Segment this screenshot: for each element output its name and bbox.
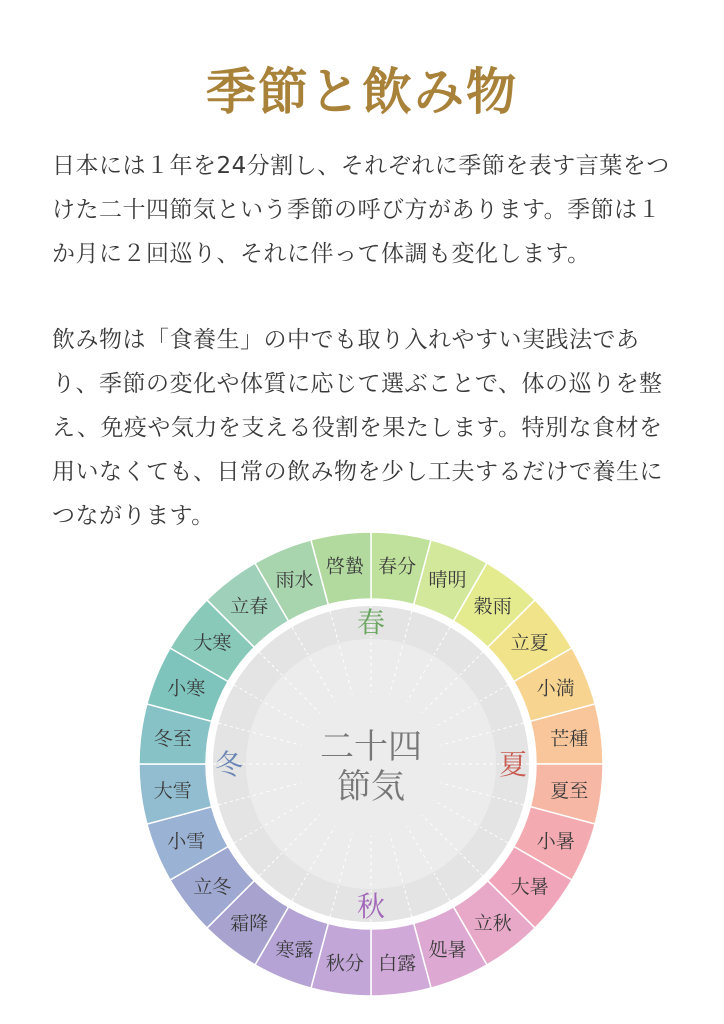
term-label: 小暑 bbox=[536, 830, 575, 853]
season-label: 夏 bbox=[498, 748, 528, 781]
term-label: 啓蟄 bbox=[325, 555, 364, 578]
term-label: 小満 bbox=[536, 677, 575, 700]
term-label: 大雪 bbox=[153, 780, 192, 803]
term-label: 立春 bbox=[230, 595, 269, 618]
term-label: 処暑 bbox=[428, 938, 467, 961]
term-label: 白露 bbox=[378, 952, 417, 975]
season-label: 秋 bbox=[356, 890, 386, 923]
term-label: 霜降 bbox=[230, 912, 269, 935]
term-label: 大寒 bbox=[193, 632, 232, 655]
twenty-four-solar-terms-wheel bbox=[120, 508, 620, 1008]
term-label: 夏至 bbox=[550, 780, 589, 803]
term-label: 秋分 bbox=[325, 952, 364, 975]
term-label: 冬至 bbox=[153, 727, 192, 750]
term-label: 小雪 bbox=[167, 830, 206, 853]
term-label: 芒種 bbox=[550, 727, 589, 750]
term-label: 穀雨 bbox=[473, 595, 512, 618]
term-label: 立秋 bbox=[473, 912, 512, 935]
drinks-paragraph: 飲み物は「食養生」の中でも取り入れやすい実践法であり、季節の変化や体質に応じて選ぶことで、体の巡りを整え、免疫や気力を支える役割を果たします。特別な食材を用いなくても、日常の飲み物を少し工夫するだけで養生につながります。 bbox=[52, 327, 663, 529]
term-label: 立夏 bbox=[510, 632, 549, 655]
term-label: 寒露 bbox=[275, 938, 314, 961]
page-title: 季節と飲み物 bbox=[206, 63, 518, 121]
term-label: 春分 bbox=[378, 555, 417, 578]
term-label: 大暑 bbox=[510, 875, 549, 898]
season-label: 春 bbox=[356, 606, 386, 639]
season-label: 冬 bbox=[214, 748, 244, 781]
term-label: 立冬 bbox=[193, 875, 232, 898]
term-label: 小寒 bbox=[167, 677, 206, 700]
intro-paragraph: 日本には１年を24分割し、それぞれに季節を表す言葉をつけた二十四節気という季節の呼び方があります。季節は１か月に２回巡り、それに伴って体調も変化します。 bbox=[52, 153, 670, 267]
center-title-line2: 節気 bbox=[337, 767, 405, 807]
term-label: 雨水 bbox=[275, 569, 314, 592]
term-label: 晴明 bbox=[428, 569, 467, 592]
center-title-line1: 二十四 bbox=[320, 727, 422, 767]
